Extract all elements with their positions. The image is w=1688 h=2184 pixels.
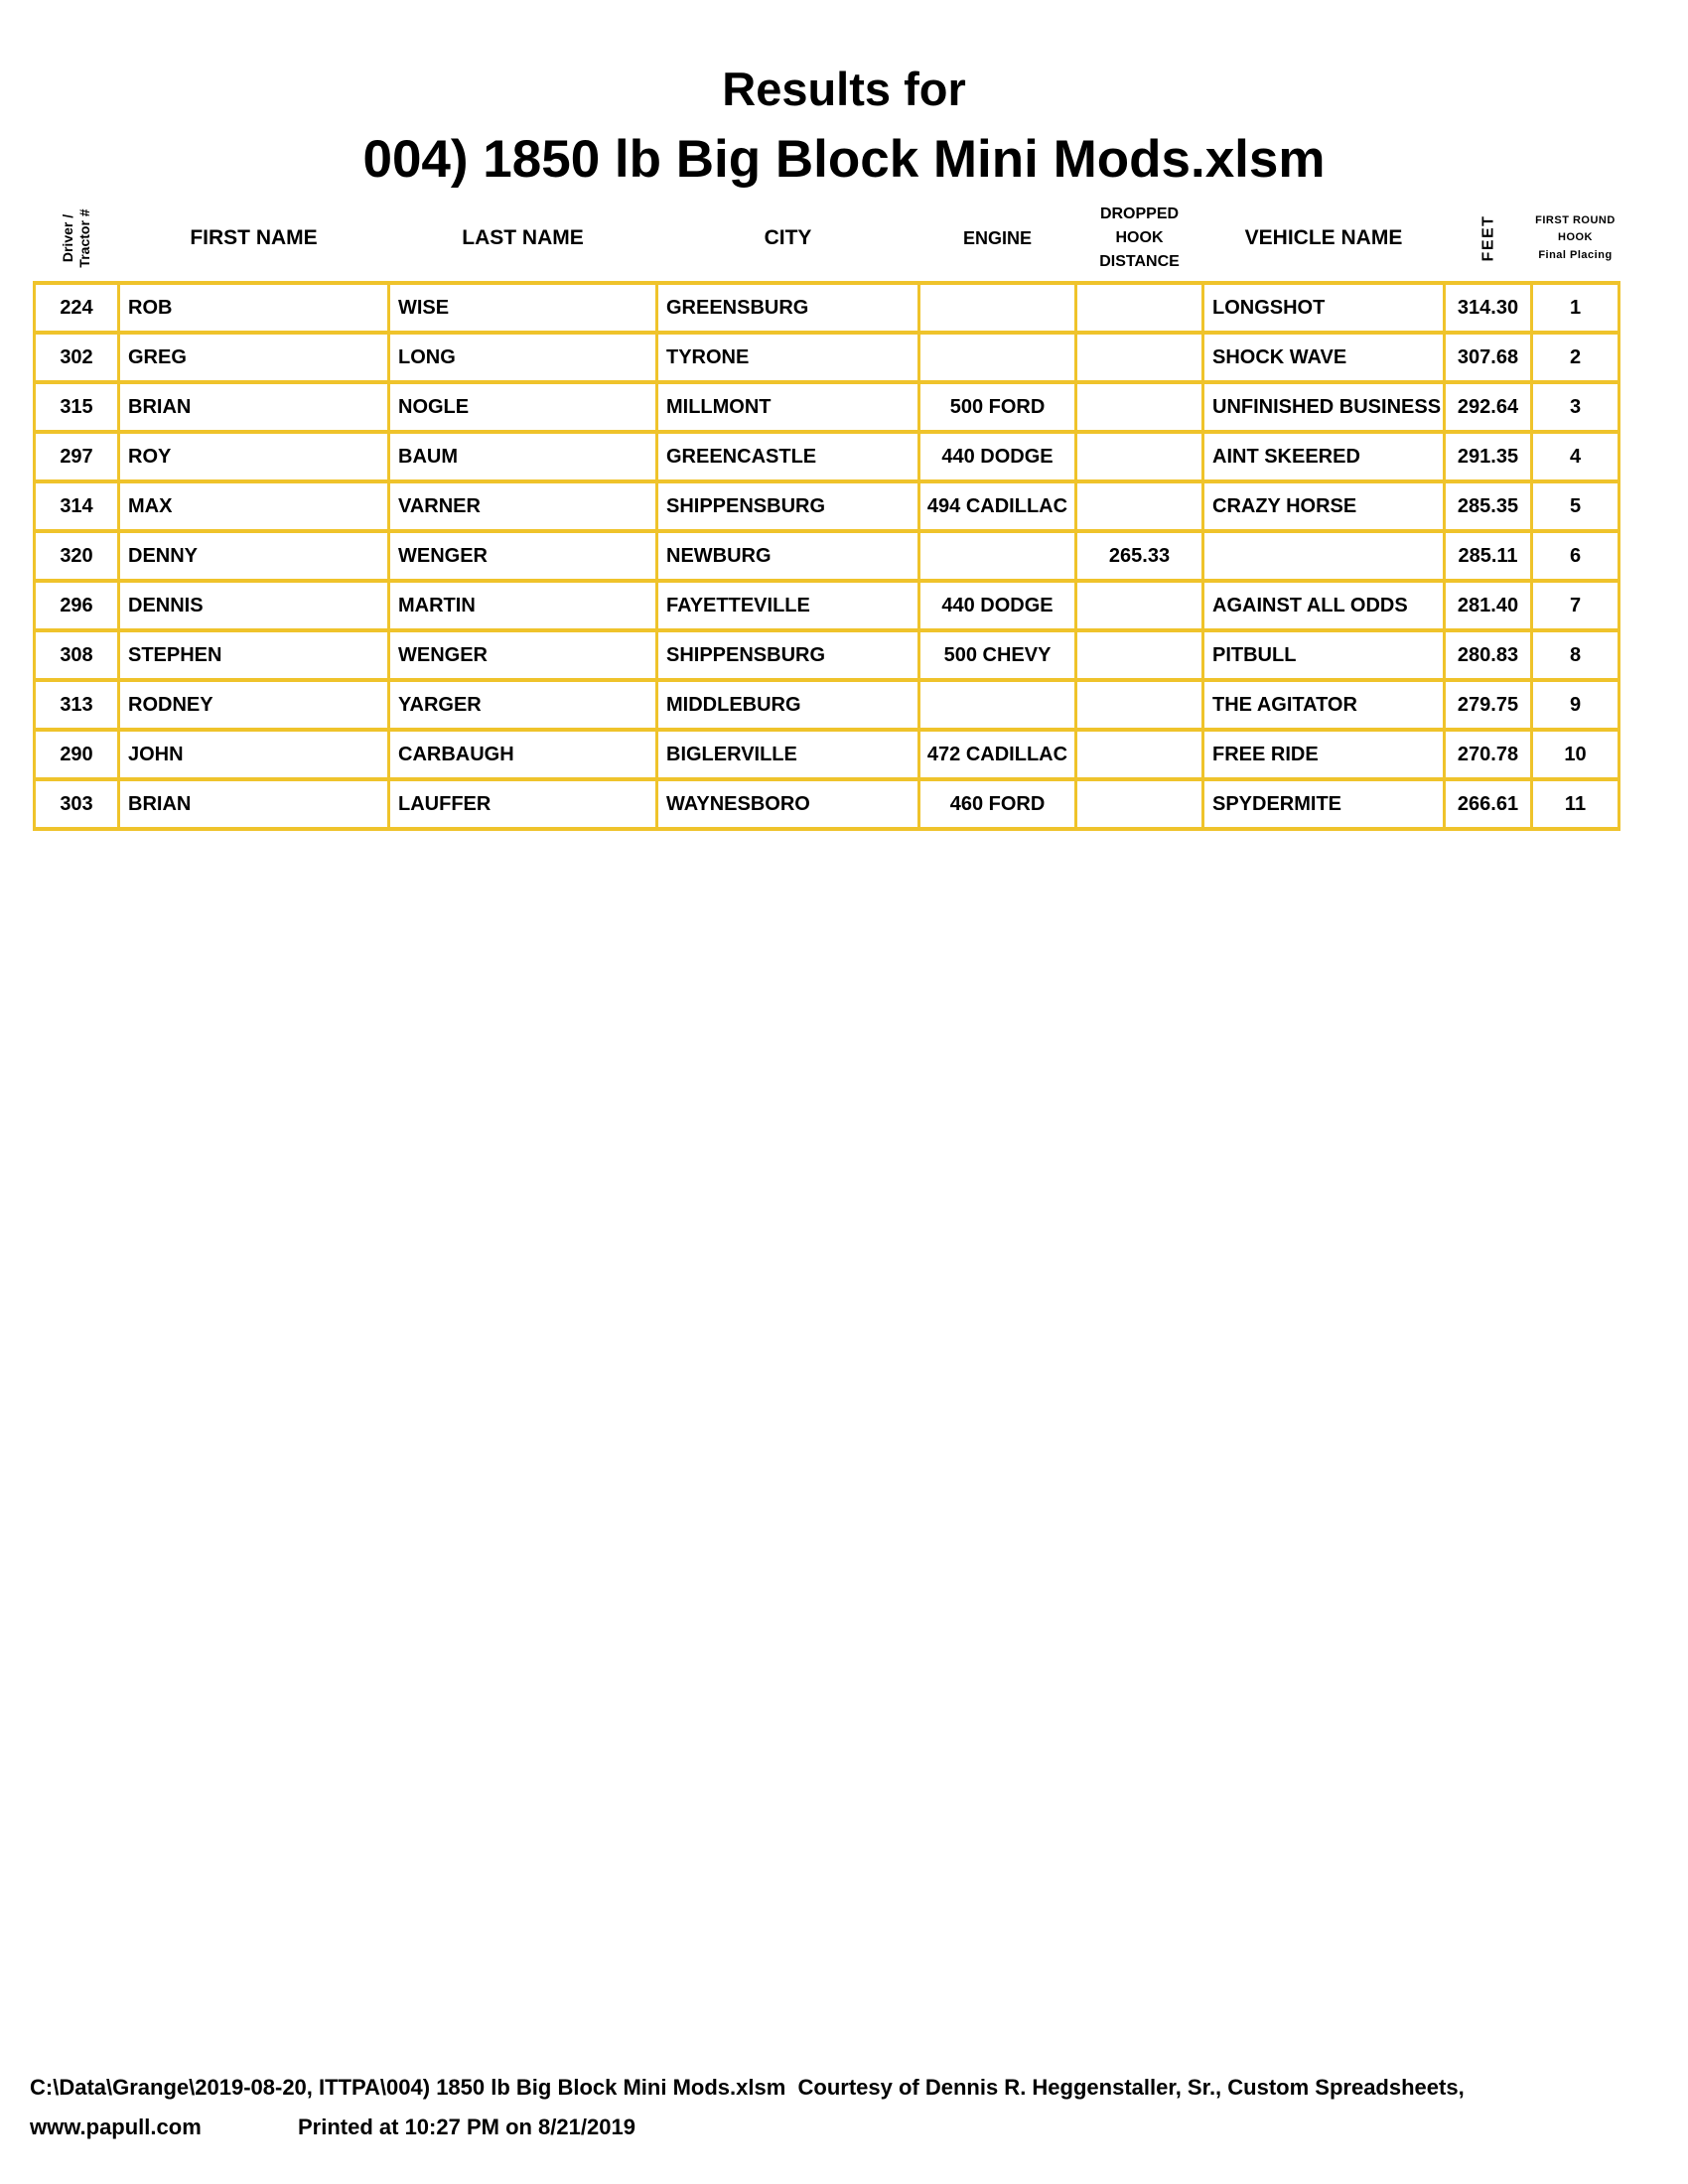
cell-placing: 7 [1532, 581, 1619, 630]
cell-city: MIDDLEBURG [657, 680, 919, 730]
cell-placing: 9 [1532, 680, 1619, 730]
cell-city: GREENCASTLE [657, 432, 919, 481]
cell-first-name: JOHN [119, 730, 389, 779]
cell-vehicle-name [1203, 531, 1445, 581]
table-row [35, 382, 1619, 432]
cell-last-name: YARGER [389, 680, 657, 730]
cell-engine: 500 CHEVY [919, 630, 1076, 680]
cell-driver-number: 313 [35, 680, 119, 730]
cell-driver-number: 308 [35, 630, 119, 680]
cell-last-name: WISE [389, 283, 657, 333]
cell-dropped-hook-distance [1076, 283, 1203, 333]
cell-city: WAYNESBORO [657, 779, 919, 829]
cell-driver-number: 303 [35, 779, 119, 829]
results-table-body [35, 283, 1619, 829]
cell-feet: 266.61 [1445, 779, 1532, 829]
cell-dropped-hook-distance [1076, 382, 1203, 432]
cell-placing: 4 [1532, 432, 1619, 481]
table-row [35, 730, 1619, 779]
table-row [35, 432, 1619, 481]
cell-placing: 11 [1532, 779, 1619, 829]
table-row [35, 333, 1619, 382]
table-row [35, 283, 1619, 333]
cell-vehicle-name: FREE RIDE [1203, 730, 1445, 779]
cell-last-name: VARNER [389, 481, 657, 531]
cell-feet: 270.78 [1445, 730, 1532, 779]
cell-placing: 1 [1532, 283, 1619, 333]
cell-engine: 472 CADILLAC [919, 730, 1076, 779]
cell-placing: 6 [1532, 531, 1619, 581]
cell-vehicle-name: THE AGITATOR [1203, 680, 1445, 730]
cell-last-name: NOGLE [389, 382, 657, 432]
column-header-last-name: LAST NAME [389, 196, 657, 283]
cell-feet: 279.75 [1445, 680, 1532, 730]
cell-dropped-hook-distance [1076, 630, 1203, 680]
first-round-label-line3: Final Placing [1538, 248, 1613, 261]
cell-feet: 285.35 [1445, 481, 1532, 531]
cell-driver-number: 314 [35, 481, 119, 531]
column-header-feet [1445, 196, 1532, 283]
cell-first-name: DENNY [119, 531, 389, 581]
cell-first-name: DENNIS [119, 581, 389, 630]
cell-feet: 314.30 [1445, 283, 1532, 333]
cell-last-name: MARTIN [389, 581, 657, 630]
table-header-row [35, 196, 1619, 283]
cell-dropped-hook-distance [1076, 481, 1203, 531]
cell-vehicle-name: LONGSHOT [1203, 283, 1445, 333]
cell-city: BIGLERVILLE [657, 730, 919, 779]
cell-engine: 494 CADILLAC [919, 481, 1076, 531]
cell-dropped-hook-distance [1076, 581, 1203, 630]
cell-last-name: WENGER [389, 531, 657, 581]
cell-last-name: WENGER [389, 630, 657, 680]
cell-last-name: BAUM [389, 432, 657, 481]
feet-vertical-label: FEET [1478, 214, 1496, 262]
cell-engine: 500 FORD [919, 382, 1076, 432]
first-round-label-line2: HOOK [1558, 231, 1593, 244]
cell-engine [919, 283, 1076, 333]
column-header-vehicle-name: VEHICLE NAME [1203, 196, 1445, 283]
cell-engine: 440 DODGE [919, 581, 1076, 630]
cell-first-name: STEPHEN [119, 630, 389, 680]
results-table [33, 196, 1620, 831]
cell-feet: 307.68 [1445, 333, 1532, 382]
column-header-first-round-placing [1532, 196, 1619, 283]
first-round-label-line1: FIRST ROUND [1535, 213, 1616, 226]
cell-driver-number: 224 [35, 283, 119, 333]
cell-placing: 2 [1532, 333, 1619, 382]
cell-first-name: BRIAN [119, 779, 389, 829]
driver-tractor-vertical-label [60, 208, 93, 267]
table-row [35, 680, 1619, 730]
cell-vehicle-name: SPYDERMITE [1203, 779, 1445, 829]
cell-placing: 5 [1532, 481, 1619, 531]
footer-website: www.papull.com [30, 2115, 202, 2139]
footer-printed-timestamp: Printed at 10:27 PM on 8/21/2019 [298, 2115, 635, 2139]
cell-first-name: RODNEY [119, 680, 389, 730]
page-title-line1: Results for [722, 63, 966, 115]
cell-vehicle-name: AGAINST ALL ODDS [1203, 581, 1445, 630]
column-header-engine: ENGINE [919, 196, 1076, 283]
cell-dropped-hook-distance: 265.33 [1076, 531, 1203, 581]
cell-driver-number: 296 [35, 581, 119, 630]
cell-dropped-hook-distance [1076, 730, 1203, 779]
cell-engine: 440 DODGE [919, 432, 1076, 481]
cell-driver-number: 290 [35, 730, 119, 779]
column-header-driver-tractor-number [35, 196, 119, 283]
cell-vehicle-name: AINT SKEERED [1203, 432, 1445, 481]
footer-file-path: C:\Data\Grange\2019-08-20, ITTPA\004) 1850 lb Big Block Mini Mods.xlsm Courtesy of Dennis R. Heggenstaller, Sr., Custom Spreadsheets, [30, 2075, 1465, 2100]
cell-vehicle-name: PITBULL [1203, 630, 1445, 680]
cell-dropped-hook-distance [1076, 680, 1203, 730]
cell-last-name: LAUFFER [389, 779, 657, 829]
cell-feet: 292.64 [1445, 382, 1532, 432]
cell-driver-number: 315 [35, 382, 119, 432]
cell-city: SHIPPENSBURG [657, 630, 919, 680]
cell-city: TYRONE [657, 333, 919, 382]
cell-vehicle-name: CRAZY HORSE [1203, 481, 1445, 531]
cell-dropped-hook-distance [1076, 333, 1203, 382]
cell-last-name: CARBAUGH [389, 730, 657, 779]
driver-tractor-line2: Tractor # [76, 208, 92, 268]
column-header-dropped-hook-distance: DROPPED HOOK DISTANCE [1076, 196, 1203, 283]
cell-engine [919, 333, 1076, 382]
cell-city: NEWBURG [657, 531, 919, 581]
cell-city: SHIPPENSBURG [657, 481, 919, 531]
cell-driver-number: 297 [35, 432, 119, 481]
column-header-city: CITY [657, 196, 919, 283]
cell-placing: 8 [1532, 630, 1619, 680]
column-header-first-name: FIRST NAME [119, 196, 389, 283]
cell-city: MILLMONT [657, 382, 919, 432]
cell-placing: 3 [1532, 382, 1619, 432]
cell-vehicle-name: UNFINISHED BUSINESS [1203, 382, 1445, 432]
table-row [35, 581, 1619, 630]
cell-vehicle-name: SHOCK WAVE [1203, 333, 1445, 382]
cell-dropped-hook-distance [1076, 432, 1203, 481]
table-row [35, 481, 1619, 531]
cell-first-name: ROB [119, 283, 389, 333]
cell-first-name: MAX [119, 481, 389, 531]
cell-first-name: ROY [119, 432, 389, 481]
cell-driver-number: 320 [35, 531, 119, 581]
table-row [35, 779, 1619, 829]
cell-first-name: BRIAN [119, 382, 389, 432]
cell-city: FAYETTEVILLE [657, 581, 919, 630]
cell-feet: 291.35 [1445, 432, 1532, 481]
page-title-line2: 004) 1850 lb Big Block Mini Mods.xlsm [362, 130, 1326, 189]
cell-first-name: GREG [119, 333, 389, 382]
cell-dropped-hook-distance [1076, 779, 1203, 829]
driver-tractor-line1: Driver / [60, 213, 76, 263]
cell-city: GREENSBURG [657, 283, 919, 333]
cell-engine [919, 531, 1076, 581]
cell-feet: 281.40 [1445, 581, 1532, 630]
cell-last-name: LONG [389, 333, 657, 382]
cell-feet: 280.83 [1445, 630, 1532, 680]
cell-placing: 10 [1532, 730, 1619, 779]
cell-engine [919, 680, 1076, 730]
table-row [35, 531, 1619, 581]
cell-engine: 460 FORD [919, 779, 1076, 829]
table-row [35, 630, 1619, 680]
cell-feet: 285.11 [1445, 531, 1532, 581]
cell-driver-number: 302 [35, 333, 119, 382]
